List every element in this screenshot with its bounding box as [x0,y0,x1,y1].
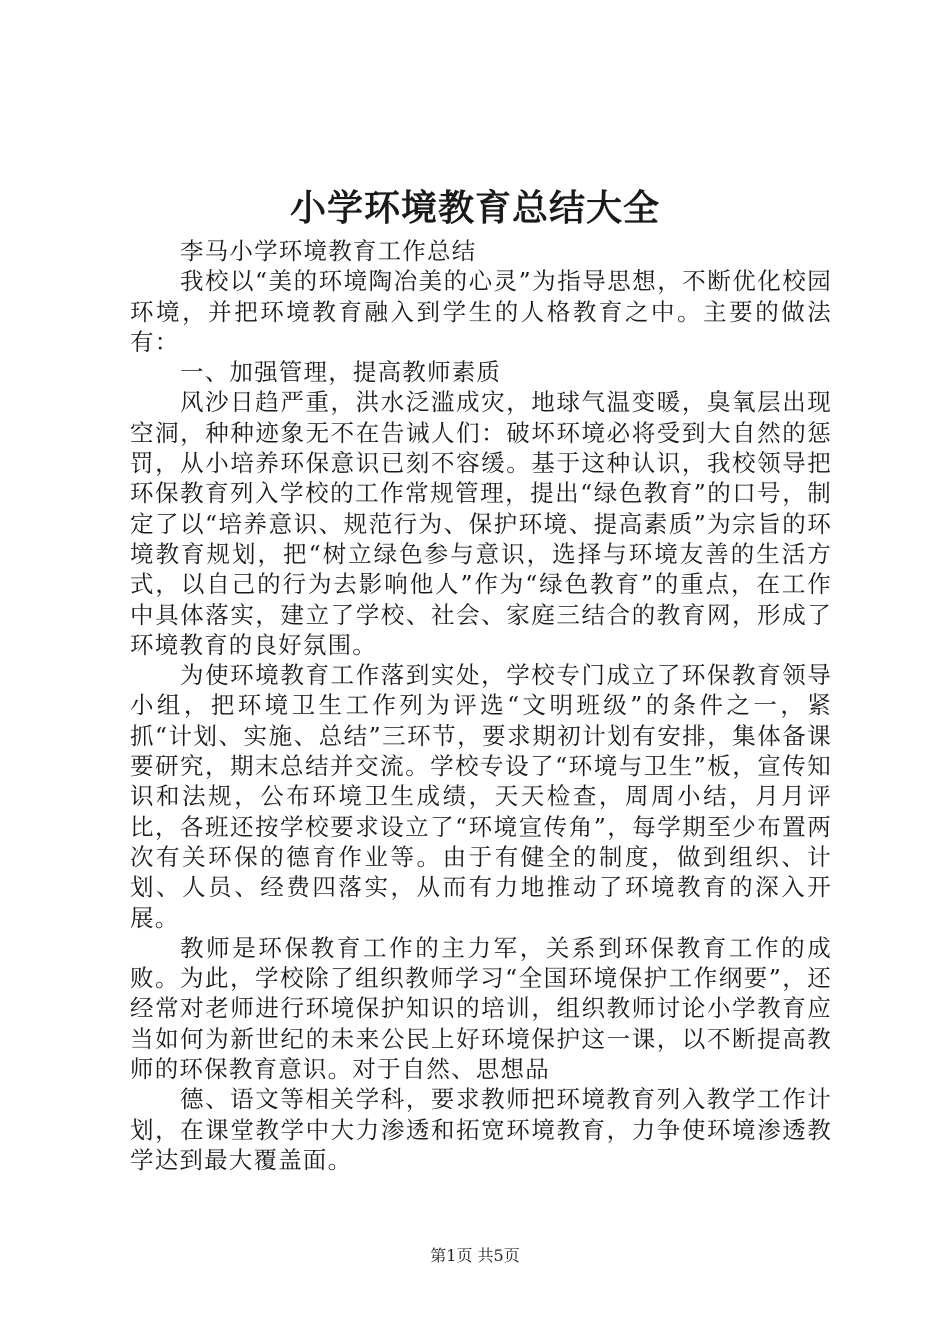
paragraph-body: 德、语文等相关学科，要求教师把环境教育列入教学工作计划，在课堂教学中大力渗透和拓宽环境教育，力争使环境渗透教学达到最大覆盖面。 [130,1085,832,1174]
document-body [130,236,832,1175]
paragraph-intro: 我校以“美的环境陶冶美的心灵”为指导思想，不断优化校园环境，并把环境教育融入到学生的人格教育之中。主要的做法有： [130,267,832,356]
page-number-footer: 第1页 共5页 [430,1246,520,1265]
paragraph-body: 风沙日趋严重，洪水泛滥成灾，地球气温变暖，臭氧层出现空洞，种种迹象无不在告诫人们：破坏环境必将受到大自然的惩罚，从小培养环保意识已刻不容缓。基于这种认识，我校领导把环保教育列入学校的工作常规管理，提出“绿色教育”的口号，制定了以“培养意识、规范行为、保护环境、提高素质”为宗旨的环境教育规划，把“树立绿色参与意识，选择与环境友善的生活方式，以自己的行为去影响他人”作为“绿色教育”的重点，在工作中具体落实，建立了学校、社会、家庭三结合的教育网，形成了环境教育的良好氛围。 [130,388,832,659]
section-heading-1: 一、加强管理，提高教师素质 [180,358,502,387]
document-title: 小学环境教育总结大全 [289,187,660,229]
paragraph-body: 教师是环保教育工作的主力军，关系到环保教育工作的成败。为此，学校除了组织教师学习“全国环境保护工作纲要”，还经常对老师进行环境保护知识的培训，组织教师讨论小学教育应当如何为新世纪的未来公民上好环境保护这一课，以不断提高教师的环保教育意识。对于自然、思想品 [130,933,832,1084]
paragraph-subtitle: 李马小学环境教育工作总结 [180,237,477,265]
paragraph-body: 为使环境教育工作落到实处，学校专门成立了环保教育领导小组，把环境卫生工作列为评选“文明班级”的条件之一，紧抓“计划、实施、总结”三环节，要求期初计划有安排，集体备课要研究，期末总结并交流。学校专设了“环境与卫生”板，宣传知识和法规，公布环境卫生成绩，天天检查，周周小结，月月评比，各班还按学校要求设立了“环境宣传角”，每学期至少布置两次有关环保的德育作业等。由于有健全的制度，做到组织、计划、人员、经费四落实，从而有力地推动了环境教育的深入开展。 [130,661,832,932]
